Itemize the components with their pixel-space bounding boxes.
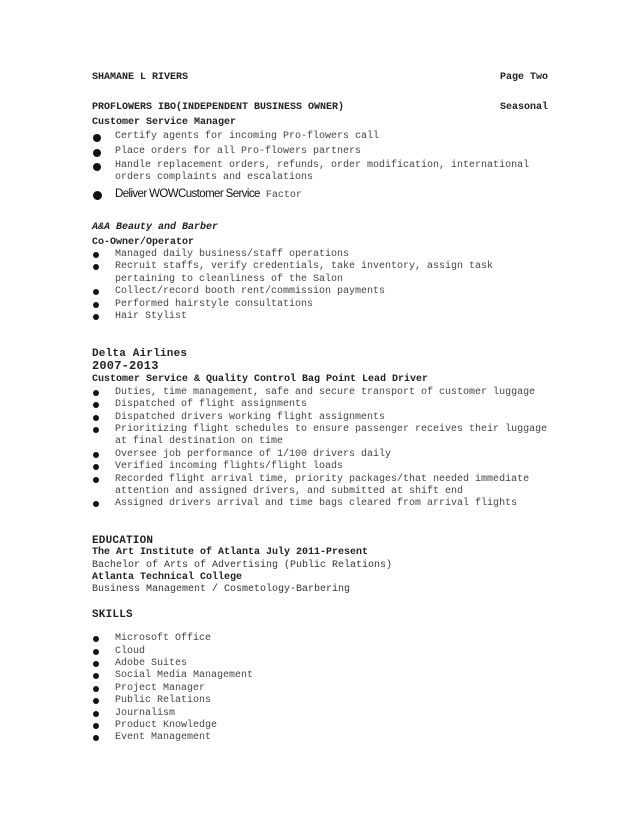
job-years-delta: 2007-2013 [92, 358, 159, 373]
list-item: Oversee job performance of 1/100 drivers daily [92, 449, 548, 461]
degree-1: Bachelor of Arts of Advertising (Public Relations) [92, 559, 393, 571]
job-role-aa: Co-Owner/Operator [92, 236, 195, 248]
list-item: Public Relations [92, 695, 548, 707]
candidate-name: SHAMANE L RIVERS [92, 72, 189, 83]
bullet-icon [93, 735, 99, 741]
skills-heading: SKILLS [92, 608, 133, 621]
bullet-icon [93, 264, 99, 270]
degree-2: Business Management / Cosmetology-Barbering [92, 584, 351, 596]
bullet-icon [93, 149, 101, 157]
list-item: Place orders for all Pro-flowers partners [92, 146, 548, 158]
education-heading: EDUCATION [92, 534, 154, 547]
list-item: Recorded flight arrival time, priority packages/that needed immediate attention and assigned drivers, and submitted at shift end [92, 474, 548, 499]
list-item: Project Manager [92, 683, 548, 695]
list-item: Cloud [92, 646, 548, 658]
proflowers-bullets [92, 131, 548, 202]
list-item: Journalism [92, 708, 548, 720]
bullet-icon [93, 723, 99, 729]
bullet-icon [93, 314, 99, 320]
bullet-icon [93, 636, 99, 642]
job-title-delta: Delta Airlines [92, 347, 188, 360]
list-item: Product Knowledge [92, 720, 548, 732]
delta-bullets [92, 387, 548, 511]
list-item: Dispatched drivers working flight assignments [92, 412, 548, 424]
job-role: Customer Service Manager [92, 116, 237, 128]
bullet-icon [93, 649, 99, 655]
list-item: Microsoft Office [92, 633, 548, 645]
bullet-icon [93, 134, 101, 142]
bullet-icon [93, 163, 101, 171]
list-item: Social Media Management [92, 670, 548, 682]
list-item: Recruit staffs, verify credentials, take inventory, assign task pertaining to cleanliness of the Salon [92, 261, 548, 286]
bullet-icon [93, 477, 99, 483]
bullet-icon [93, 661, 99, 667]
list-item: Adobe Suites [92, 658, 548, 670]
list-item: Duties, time management, safe and secure transport of customer luggage [92, 387, 548, 399]
list-item: Performed hairstyle consultations [92, 299, 548, 311]
list-item: Prioritizing flight schedules to ensure passenger receives their luggage at final destination on time [92, 424, 548, 449]
list-item: Event Management [92, 732, 548, 744]
bullet-icon [93, 673, 99, 679]
list-item: Managed daily business/staff operations [92, 249, 548, 261]
school-2: Atlanta Technical College [92, 572, 243, 583]
bullet-icon [93, 464, 99, 470]
job-role-delta: Customer Service & Quality Control Bag Point Lead Driver [92, 374, 429, 386]
bullet-icon [93, 191, 102, 200]
bullet-icon [93, 427, 99, 433]
bullet-icon [93, 698, 99, 704]
job-title-aa: A&A Beauty and Barber [92, 222, 219, 234]
bullet-icon [93, 289, 99, 295]
bullet-icon [93, 452, 99, 458]
page-header [92, 72, 548, 84]
bullet-icon [93, 711, 99, 717]
list-item: Certify agents for incoming Pro-flowers call [92, 131, 548, 143]
list-item: Handle replacement orders, refunds, order modification, international orders complaints and escalations [92, 160, 548, 185]
skills-list [92, 633, 548, 745]
bullet-icon [93, 415, 99, 421]
bullet-icon [93, 302, 99, 308]
aa-bullets [92, 249, 548, 323]
bullet-icon [93, 501, 99, 507]
list-item: Dispatched of flight assignments [92, 399, 548, 411]
list-item: Collect/record booth rent/commission payments [92, 286, 548, 298]
resume-page [92, 72, 548, 745]
list-item: Hair Stylist [92, 311, 548, 323]
job-term: Seasonal [499, 102, 548, 114]
list-item: Deliver WOWCustomer Service Factor [92, 188, 548, 202]
bullet-icon [93, 686, 99, 692]
job-header-proflowers [92, 102, 548, 114]
bullet-icon [93, 402, 99, 408]
bullet-icon [93, 252, 99, 258]
list-item: Assigned drivers arrival and time bags cleared from arrival flights [92, 498, 548, 510]
school-1: The Art Institute of Atlanta July 2011-Present [92, 547, 369, 559]
list-item: Verified incoming flights/flight loads [92, 461, 548, 473]
bullet-icon [93, 390, 99, 396]
job-title: PROFLOWERS IBO(INDEPENDENT BUSINESS OWNER) [92, 102, 345, 114]
page-number: Page Two [499, 72, 548, 83]
